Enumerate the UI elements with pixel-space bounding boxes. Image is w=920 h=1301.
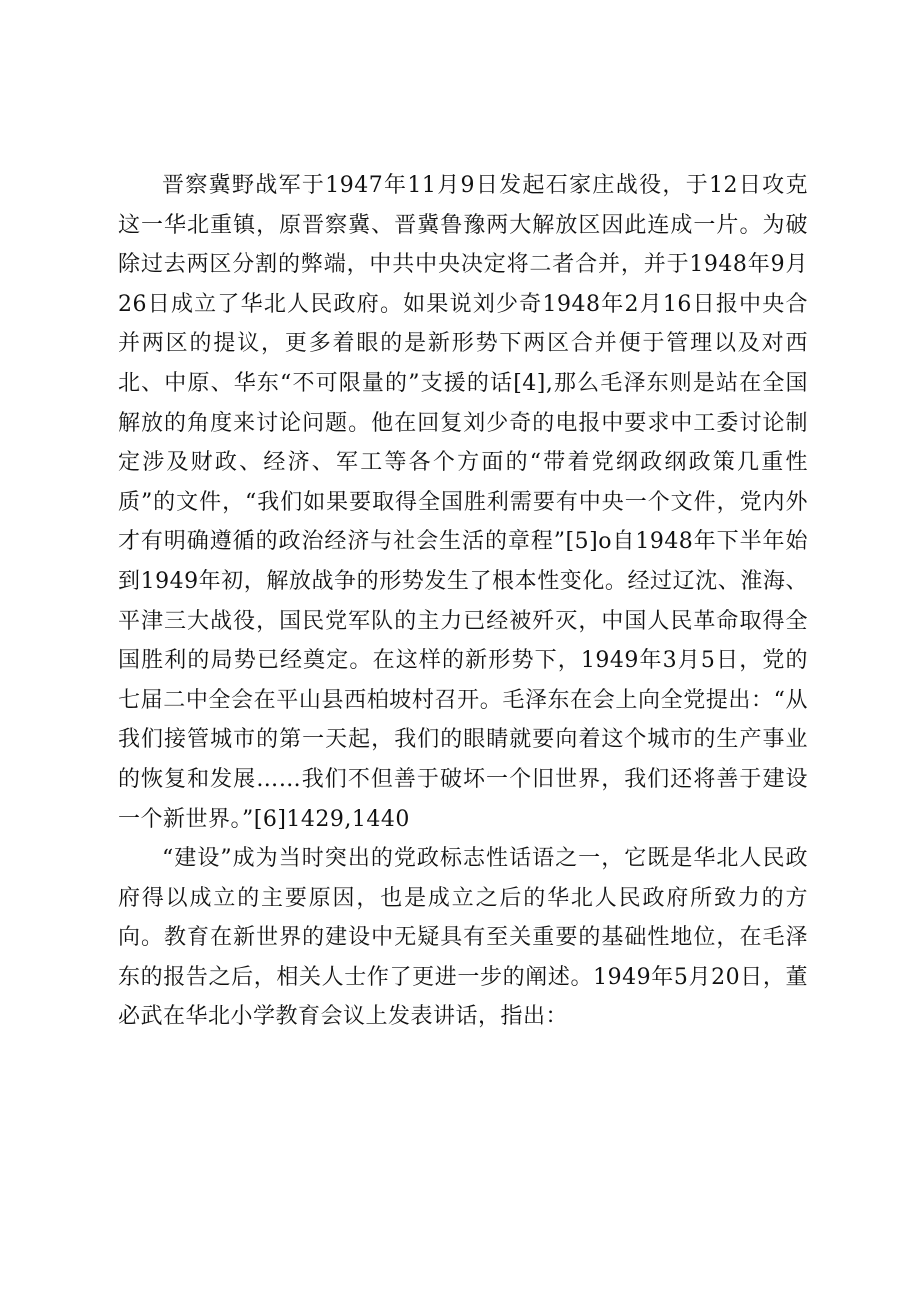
body-text (118, 166, 808, 1037)
paragraph-2: “建设”成为当时突出的党政标志性话语之一，它既是华北人民政府得以成立的主要原因，也是成立之后的华北人民政府所致力的方向。教育在新世界的建设中无疑具有至关重要的基础性地位，在毛泽东的报告之后，相关人士作了更进一步的阐述。1949年5月20日，董必武在华北小学教育会议上发表讲话，指出： (118, 846, 808, 1030)
paragraph-1: 晋察冀野战军于1947年11月9日发起石家庄战役，于12日攻克这一华北重镇，原晋察冀、晋冀鲁豫两大解放区因此连成一片。为破除过去两区分割的弊端，中共中央决定将二者合并，并于1948年9月26日成立了华北人民政府。如果说刘少奇1948年2月16日报中央合并两区的提议，更多着眼的是新形势下两区合并便于管理以及对西北、中原、华东“不可限量的”支援的话[4],那么毛泽东则是站在全国解放的角度来讨论问题。他在回复刘少奇的电报中要求中工委讨论制定涉及财政、经济、军工等各个方面的“带着党纲政纲政策几重性质”的文件，“我们如果要取得全国胜利需要有中央一个文件，党内外才有明确遵循的政治经济与社会生活的章程”[5]o自1948年下半年始到1949年初，解放战争的形势发生了根本性变化。经过辽沈、淮海、平津三大战役，国民党军队的主力已经被歼灭，中国人民革命取得全国胜利的局势已经奠定。在这样的新形势下，1949年3月5日，党的七届二中全会在平山县西柏坡村召开。毛泽东在会上向全党提出：“从我们接管城市的第一天起，我们的眼睛就要向着这个城市的生产事业的恢复和发展……我们不但善于破坏一个旧世界，我们还将善于建设一个新世界。”[6]1429,1440 (118, 173, 808, 832)
